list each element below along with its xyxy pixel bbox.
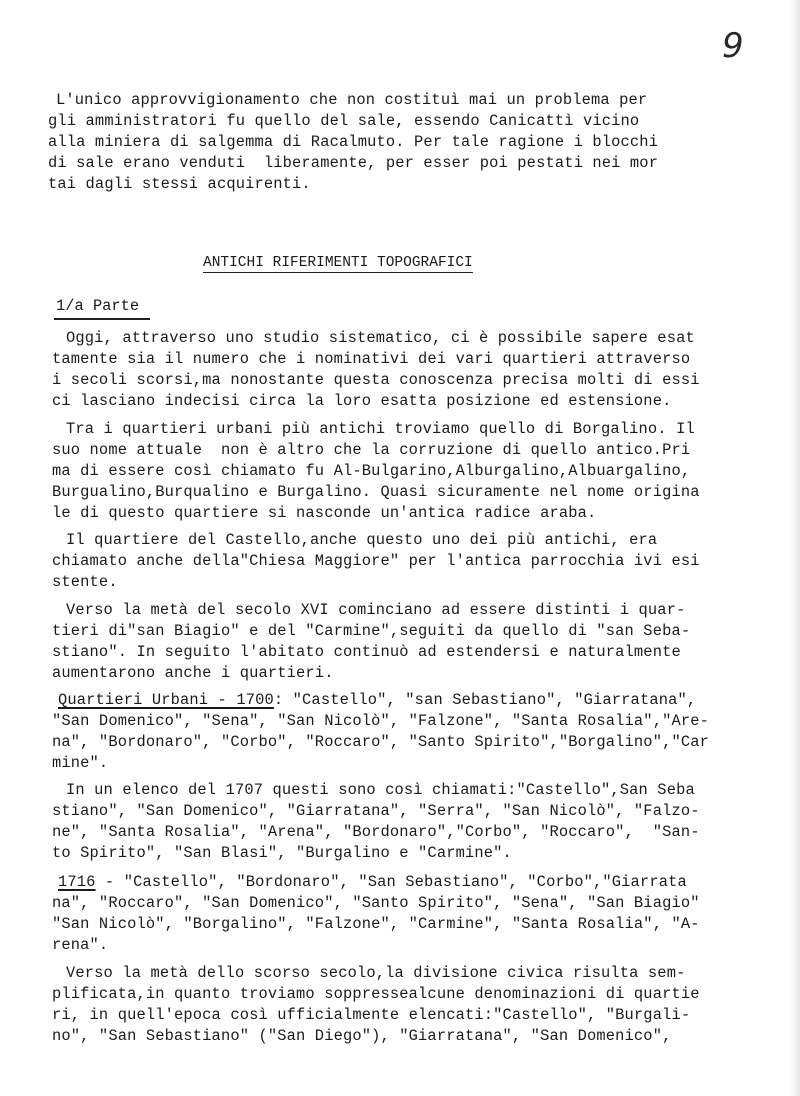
- text-line: chiamato anche della"Chiesa Maggiore" per l'antica parrocchia ivi esi: [52, 552, 700, 570]
- text-line: Il quartiere del Castello,anche questo uno dei più antichi, era: [66, 531, 658, 549]
- paragraph-borgalino: [52, 419, 782, 524]
- list-1716-first-line: - "Castello", "Bordonaro", "San Sebastiano", "Corbo","Giarrata: [95, 873, 687, 891]
- text-line: stente.: [52, 573, 118, 591]
- text-line: Verso la metà dello scorso secolo,la divisione civica risulta sem-: [66, 964, 686, 982]
- list-1716-label: 1716: [58, 873, 96, 891]
- text-line: di sale erano venduti liberamente, per esser poi pestati nei mor: [48, 154, 659, 172]
- text-line: Tra i quartieri urbani più antichi troviamo quello di Borgalino. Il: [66, 420, 695, 438]
- list-1700-first-line: : "Castello", "san Sebastiano", "Giarratana",: [273, 691, 697, 709]
- page-number: 9: [722, 26, 744, 66]
- text-line: i secoli scorsi,ma nonostante questa conoscenza precisa molti di essi: [52, 371, 700, 389]
- text-line: tamente sia il numero che i nominativi dei vari quartieri attraverso: [52, 350, 691, 368]
- text-line: gli amministratori fu quello del sale, essendo Canicattì vicino: [48, 112, 640, 130]
- text-line: tai dagli stessi acquirenti.: [48, 175, 311, 193]
- paragraph-castello: [52, 530, 782, 593]
- paragraph-secolo-xvi: [52, 600, 782, 684]
- text-line: rena".: [52, 936, 109, 954]
- text-line: Oggi, attraverso uno studio sistematico, ci è possibile sapere esat: [66, 329, 695, 347]
- text-line: to Spirito", "San Blasi", "Burgalino e "Carmine".: [52, 844, 512, 862]
- text-line: na", "Roccaro", "San Domenico", "Santo Spirito", "Sena", "San Biagio": [52, 894, 700, 912]
- text-line: ma di essere così chiamato fu Al-Bulgarino,Alburgalino,Albuargalino,: [52, 462, 691, 480]
- text-line: plificata,in quanto troviamo soppressealcune denominazioni di quartie: [52, 985, 700, 1003]
- text-line: ne", "Santa Rosalia", "Arena", "Bordonaro","Corbo", "Roccaro", "San-: [52, 823, 700, 841]
- list-1716: [52, 872, 782, 956]
- text-line: tieri di"san Biagio" e del "Carmine",seguiti da quello di "san Seba-: [52, 622, 691, 640]
- text-line: L'unico approvvigionamento che non costituì mai un problema per: [56, 91, 648, 109]
- part-title-underline: [54, 318, 150, 320]
- text-line: aumentarono anche i quartieri.: [52, 664, 334, 682]
- text-line: suo nome attuale non è altro che la corruzione di quello antico.Pri: [52, 441, 691, 459]
- text-line: "San Nicolò", "Borgalino", "Falzone", "Carmine", "Santa Rosalia", "A-: [52, 915, 700, 933]
- list-1700-label: Quartieri Urbani - 1700: [58, 691, 274, 709]
- part-title: 1/a Parte: [56, 297, 140, 315]
- text-line: stiano". In seguito l'abitato continuò ad estendersi e naturalmente: [52, 643, 681, 661]
- section-title: ANTICHI RIFERIMENTI TOPOGRAFICI: [203, 255, 473, 271]
- text-line: [52, 872, 782, 893]
- text-line: alla miniera di salgemma di Racalmuto. Per tale ragione i blocchi: [48, 133, 659, 151]
- text-line: Burgualino,Burqualino e Burgalino. Quasi sicuramente nel nome origina: [52, 483, 700, 501]
- paragraph-scorso-secolo: [52, 963, 782, 1047]
- text-line: "San Domenico", "Sena", "San Nicolò", "Falzone", "Santa Rosalia","Are-: [52, 712, 710, 730]
- text-line: na", "Bordonaro", "Corbo", "Roccaro", "Santo Spirito","Borgalino","Car: [52, 733, 710, 751]
- text-line: In un elenco del 1707 questi sono così chiamati:"Castello",San Seba: [66, 781, 695, 799]
- text-line: no", "San Sebastiano" ("San Diego"), "Giarratana", "San Domenico",: [52, 1027, 672, 1045]
- text-line: ri, in quell'epoca così ufficialmente elencati:"Castello", "Burgali-: [52, 1006, 691, 1024]
- text-line: ci lasciano indecisi circa la loro esatta posizione ed estensione.: [52, 392, 672, 410]
- text-line: [52, 690, 782, 711]
- paragraph-oggi: [52, 328, 782, 412]
- list-1707: [52, 780, 782, 864]
- text-line: stiano", "San Domenico", "Giarratana", "Serra", "San Nicolò", "Falzo-: [52, 802, 700, 820]
- list-1700: [52, 690, 782, 774]
- text-line: mine".: [52, 754, 109, 772]
- scan-edge-shadow: [790, 0, 800, 1096]
- text-line: le di questo quartiere si nasconde un'antica radice araba.: [52, 504, 597, 522]
- intro-paragraph: [48, 90, 778, 195]
- text-line: Verso la metà del secolo XVI cominciano ad essere distinti i quar-: [66, 601, 686, 619]
